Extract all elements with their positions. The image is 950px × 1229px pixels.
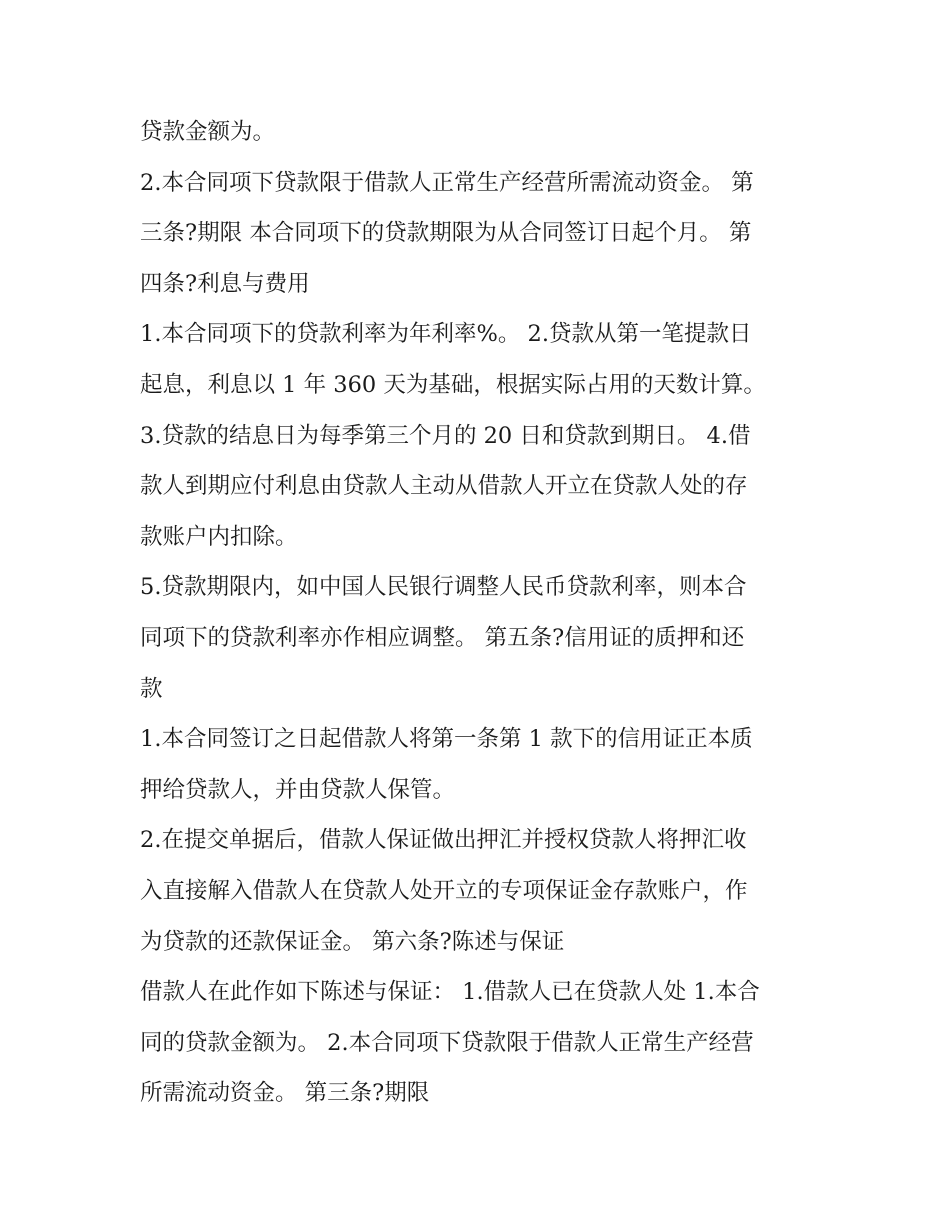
text-line: 所需流动资金。 第三条?期限 <box>140 1080 430 1107</box>
text-line: 1.本合同签订之日起借款人将第一条第 1 款下的信用证正本质 <box>140 726 753 753</box>
text-line: 借款人在此作如下陈述与保证： 1.借款人已在贷款人处 1.本合 <box>140 979 760 1006</box>
text-line: 3.贷款的结息日为每季第三个月的 20 日和贷款到期日。 4.借 <box>140 422 751 449</box>
text-line: 入直接解入借款人在贷款人处开立的专项保证金存款账户，作 <box>140 877 748 904</box>
text-line: 款人到期应付利息由贷款人主动从借款人开立在贷款人处的存 <box>140 473 748 500</box>
text-line: 2.本合同项下贷款限于借款人正常生产经营所需流动资金。 第 <box>140 169 754 196</box>
text-line: 起息，利息以 1 年 360 天为基础，根据实际占用的天数计算。 <box>140 371 766 398</box>
text-line: 贷款金额为。 <box>140 119 276 145</box>
document-body <box>140 107 820 1119</box>
text-line: 同项下的贷款利率亦作相应调整。 第五条?信用证的质押和还 <box>140 624 745 651</box>
text-line: 三条?期限 本合同项下的贷款期限为从合同签订日起个月。 第 <box>140 220 752 247</box>
text-line: 1.本合同项下的贷款利率为年利率%。 2.贷款从第一笔提款日 <box>140 321 752 348</box>
text-line: 为贷款的还款保证金。 第六条?陈述与保证 <box>140 928 565 955</box>
text-line: 四条?利息与费用 <box>140 270 310 297</box>
text-line: 5.贷款期限内，如中国人民银行调整人民币贷款利率，则本合 <box>140 574 747 601</box>
text-line: 款 <box>140 675 163 702</box>
text-line: 押给贷款人，并由贷款人保管。 <box>140 776 456 803</box>
text-line: 同的贷款金额为。 2.本合同项下贷款限于借款人正常生产经营 <box>140 1029 754 1056</box>
text-line: 2.在提交单据后，借款人保证做出押汇并授权贷款人将押汇收 <box>140 827 747 854</box>
text-line: 款账户内扣除。 <box>140 523 298 550</box>
